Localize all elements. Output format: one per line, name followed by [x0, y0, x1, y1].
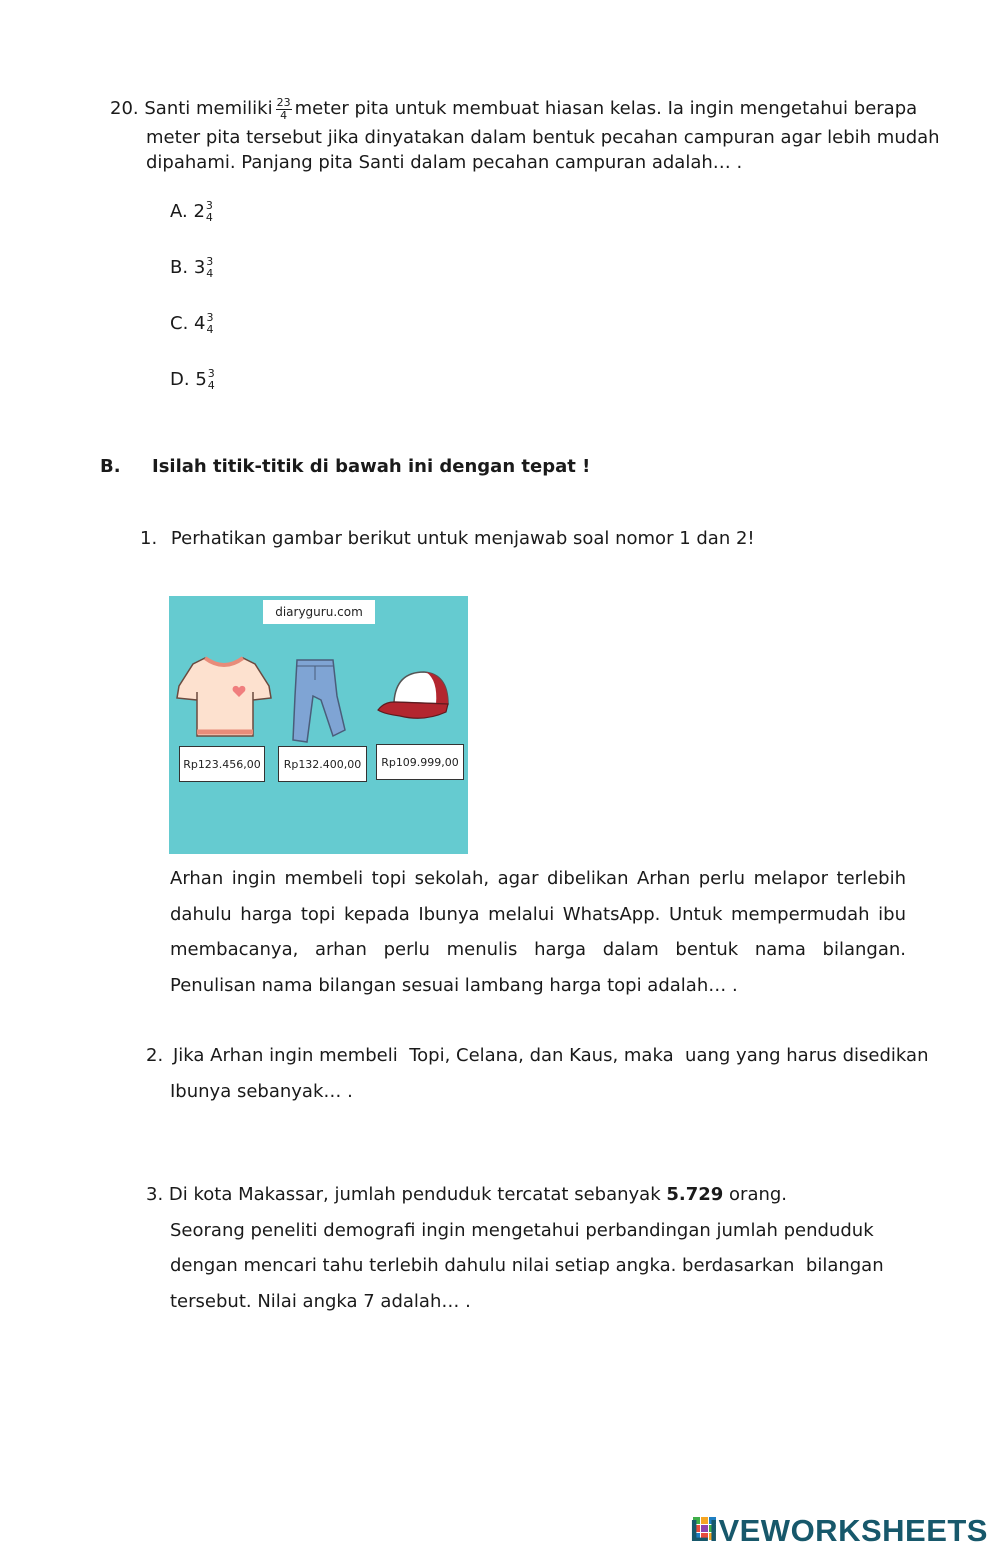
section-title: Isilah titik-titik di bawah ini dengan tepat !	[152, 456, 591, 477]
item-1-text: Perhatikan gambar berikut untuk menjawab soal nomor 1 dan 2!	[170, 528, 755, 549]
section-b-heading	[100, 456, 591, 477]
item-3-text-pre: Di kota Makassar, jumlah penduduk tercatat sebanyak	[168, 1184, 661, 1205]
option-letter: D.	[170, 369, 190, 390]
clothing-price-figure	[169, 596, 468, 854]
cap-icon	[374, 666, 454, 726]
q20-line-1	[110, 96, 917, 122]
fraction-denominator: 4	[206, 267, 214, 280]
q20-line-2: meter pita tersebut jika dinyatakan dalam bentuk pecahan campuran agar lebih mudah	[146, 127, 940, 148]
mixed-number	[194, 253, 213, 283]
item-3-line-3: dengan mencari tahu terlebih dahulu nilai setiap angka. berdasarkan bilangan	[170, 1255, 884, 1276]
fraction-numerator: 3	[207, 367, 215, 380]
option-d[interactable]	[170, 365, 215, 395]
fraction-denominator: 4	[206, 323, 214, 336]
whole-part: 5	[195, 369, 207, 390]
shirt-icon	[175, 652, 273, 744]
q20-intro: Santi memiliki	[144, 98, 273, 119]
fraction	[206, 200, 213, 224]
section-label: B.	[100, 456, 121, 477]
item-number: 2.	[146, 1045, 164, 1066]
price-tag-shirt: Rp123.456,00	[179, 746, 265, 782]
liveworksheets-brand[interactable]: LIVEWORKSHEETS	[689, 1513, 988, 1548]
q20-line-3: dipahami. Panjang pita Santi dalam pecahan campuran adalah… .	[146, 152, 743, 173]
item-3-line-1	[146, 1182, 787, 1208]
mixed-number	[194, 309, 213, 339]
fraction-numerator: 3	[206, 255, 214, 268]
item-3-line-2: Seorang peneliti demografi ingin mengetahui perbandingan jumlah penduduk	[170, 1220, 874, 1241]
item-1-heading	[140, 526, 755, 552]
fraction	[208, 368, 215, 392]
option-a[interactable]	[170, 197, 213, 227]
q20-line1-rest: meter pita untuk membuat hiasan kelas. Ia ingin mengetahui berapa	[294, 98, 918, 119]
mixed-number	[195, 365, 214, 395]
whole-part: 3	[193, 257, 206, 278]
fraction-numerator: 23	[276, 95, 291, 109]
fraction-denominator: 4	[205, 211, 213, 224]
option-c[interactable]	[170, 309, 213, 339]
item-2-line-1	[146, 1043, 929, 1069]
whole-part: 2	[193, 201, 205, 222]
jeans-icon	[287, 656, 349, 744]
price-tag-jeans: Rp132.400,00	[278, 746, 367, 782]
option-letter: C.	[170, 313, 189, 334]
item-number: 1.	[140, 528, 158, 549]
q20-number: 20.	[110, 98, 139, 119]
site-label: diaryguru.com	[263, 600, 375, 624]
whole-part: 4	[194, 313, 206, 334]
fraction-denominator: 4	[207, 379, 215, 392]
q20-fraction	[276, 97, 292, 122]
fraction-denominator: 4	[280, 108, 288, 122]
item-3-text-post: orang.	[729, 1184, 788, 1205]
population-value: 5.729	[666, 1184, 724, 1205]
item-1-paragraph: Arhan ingin membeli topi sekolah, agar dibelikan Arhan perlu melapor terlebih dahulu harga topi kepada Ibunya melalui WhatsApp. Untuk mempermudah ibu membacanya, arhan perlu menulis harga dalam bentuk nama bilangan. Penulisan nama bilangan sesuai lambang harga topi adalah… .	[170, 868, 906, 996]
fraction-numerator: 3	[205, 199, 213, 212]
item-2-text: Jika Arhan ingin membeli Topi, Celana, dan Kaus, maka uang yang harus disedikan	[173, 1045, 929, 1066]
option-b[interactable]	[170, 253, 213, 283]
price-tag-cap: Rp109.999,00	[376, 744, 464, 780]
item-2-line-2: Ibunya sebanyak… .	[170, 1081, 353, 1102]
option-letter: A.	[170, 201, 188, 222]
fraction-numerator: 3	[206, 311, 214, 324]
fraction	[206, 256, 213, 280]
mixed-number	[193, 197, 212, 227]
option-letter: B.	[170, 257, 189, 278]
item-number: 3.	[146, 1184, 164, 1205]
fraction	[206, 312, 213, 336]
item-3-line-4: tersebut. Nilai angka 7 adalah… .	[170, 1291, 471, 1312]
